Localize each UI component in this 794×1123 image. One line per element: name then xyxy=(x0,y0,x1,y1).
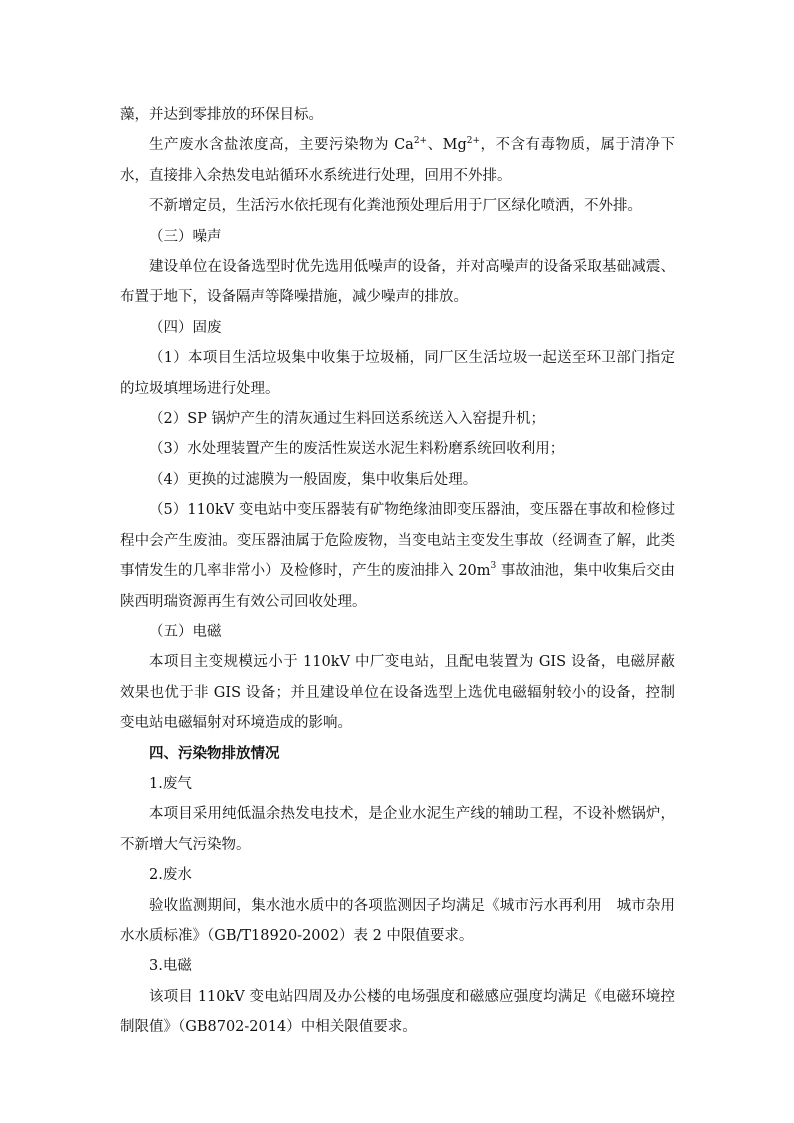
paragraph-solid-waste-1: （1）本项目生活垃圾集中收集于垃圾桶，同厂区生活垃圾一起送至环卫部门指定的垃圾填埋场进行处理。 xyxy=(120,350,675,397)
paragraph-electromagnetic-result: 该项目 110kV 变电站四周及办公楼的电场强度和磁感应强度均满足《电磁环境控制限值》（GB8702-2014）中相关限值要求。 xyxy=(120,988,675,1036)
paragraph-continuation: 藻，并达到零排放的环保目标。 xyxy=(120,107,323,123)
section-heading-emissions: 四、污染物排放情况 xyxy=(149,744,280,762)
heading-noise: （三）噪声 xyxy=(149,228,222,245)
paragraph-solid-waste-4: （4）更换的过滤膜为一般固废，集中收集后处理。 xyxy=(149,471,478,488)
subheading-electromagnetic: 3.电磁 xyxy=(149,958,192,975)
paragraph-electromagnetic: 本项目主变规模远小于 110kV 中厂变电站，且配电装置为 GIS 设备，电磁屏蔽效果也优于非 GIS 设备；并且建设单位在设备选型上选优电磁辐射较小的设备，控制变电站电磁辐射对环境造成的影响。 xyxy=(120,654,675,732)
subheading-exhaust-gas: 1.废气 xyxy=(149,775,192,792)
paragraph-solid-waste-3: （3）水处理装置产生的废活性炭送水泥生料粉磨系统回收利用； xyxy=(149,441,565,458)
paragraph-domestic-sewage: 不新增定员，生活污水依托现有化粪池预处理后用于厂区绿化喷洒，不外排。 xyxy=(149,198,642,215)
heading-electromagnetic: （五）电磁 xyxy=(149,623,222,640)
subheading-wastewater: 2.废水 xyxy=(149,867,192,884)
paragraph-production-wastewater: 生产废水含盐浓度高，主要污染物为 $Ca^{2+}$、$Mg^{2+}$，不含有毒物质，属于清净下水，直接排入余热发电站循环水系统进行处理，回用不外排。 xyxy=(120,135,675,184)
paragraph-exhaust-gas: 本项目采用纯低温余热发电技术，是企业水泥生产线的辅助工程，不设补燃锅炉，不新增大气污染物。 xyxy=(120,806,675,853)
paragraph-noise: 建设单位在设备选型时优先选用低噪声的设备，并对高噪声的设备采取基础减震、布置于地下，设备隔声等降噪措施，减少噪声的排放。 xyxy=(120,259,675,306)
paragraph-solid-waste-2: （2）SP 锅炉产生的清灰通过生料回送系统送入入窑提升机； xyxy=(149,411,546,428)
document-page xyxy=(120,100,675,1043)
paragraph-solid-waste-5: （5）110kV 变电站中变压器装有矿物绝缘油即变压器油，变压器在事故和检修过程中会产生废油。变压器油属于危险废物，当变电站主变发生事故（经调查了解，此类事情发生的几率非常小）及检修时，产生的废油排入 $20m^3$ 事故油池，集中收集后交由陕西明瑞资源再生有效公司回收处理。 xyxy=(120,502,676,610)
heading-solid-waste: （四）固废 xyxy=(149,319,222,336)
paragraph-wastewater: 验收监测期间，集水池水质中的各项监测因子均满足《城市污水再利用 城市杂用水水质标准》（GB/T18920-2002）表 2 中限值要求。 xyxy=(120,897,675,944)
